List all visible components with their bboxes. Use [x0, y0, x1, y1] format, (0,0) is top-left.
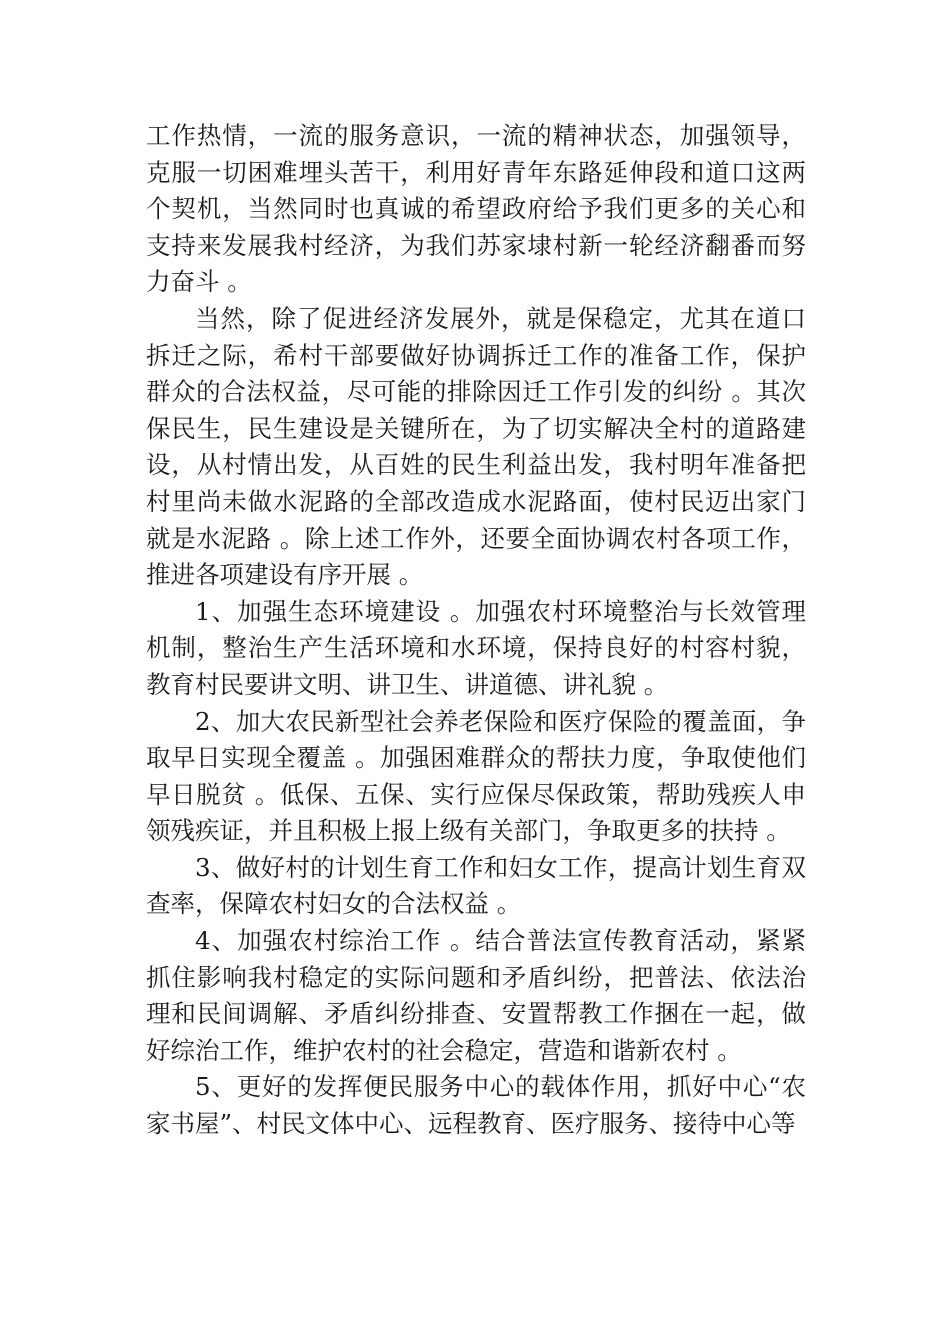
paragraph-item-4: 4、加强农村综治工作 。结合普法宣传教育活动，紧紧抓住影响我村稳定的实际问题和矛盾纠纷，把普法、依法治理和民间调解、矛盾纠纷排查、安置帮教工作捆在一起，做好综治工作，维护农村的社会稳定，营造和谐新农村 。	[146, 926, 806, 1065]
paragraph-item-2: 2、加大农民新型社会养老保险和医疗保险的覆盖面，争取早日实现全覆盖 。加强困难群众的帮扶力度，争取使他们早日脱贫 。低保、五保、实行应保尽保政策，帮助残疾人申领残疾证，并且积极上报上级有关部门，争取更多的扶持 。	[146, 706, 806, 846]
paragraph-item-3: 3、做好村的计划生育工作和妇女工作，提高计划生育双查率，保障农村妇女的合法权益 。	[146, 852, 806, 919]
document-page	[146, 118, 806, 1143]
paragraph-item-1: 1、加强生态环境建设 。加强农村环境整治与长效管理机制，整治生产生活环境和水环境，保持良好的村容村貌，教育村民要讲文明、讲卫生、讲道德、讲礼貌 。	[146, 596, 806, 699]
paragraph-item-5: 5、更好的发挥便民服务中心的载体作用，抓好中心“农家书屋”、村民文体中心、远程教育、医疗服务、接待中心等	[146, 1072, 806, 1139]
paragraph-continued: 工作热情，一流的服务意识，一流的精神状态，加强领导，克服一切困难埋头苦干，利用好青年东路延伸段和道口这两个契机，当然同时也真诚的希望政府给予我们更多的关心和支持来发展我村经济，为我们苏家埭村新一轮经济翻番而努力奋斗 。	[146, 121, 806, 297]
paragraph-stability: 当然，除了促进经济发展外，就是保稳定，尤其在道口拆迁之际，希村干部要做好协调拆迁工作的准备工作，保护群众的合法权益，尽可能的排除因迁工作引发的纠纷 。其次保民生，民生建设是关键所在，为了切实解决全村的道路建设，从村情出发，从百姓的民生利益出发，我村明年准备把村里尚未做水泥路的全部改造成水泥路面，使村民迈出家门就是水泥路 。除上述工作外，还要全面协调农村各项工作，推进各项建设有序开展 。	[146, 303, 806, 590]
